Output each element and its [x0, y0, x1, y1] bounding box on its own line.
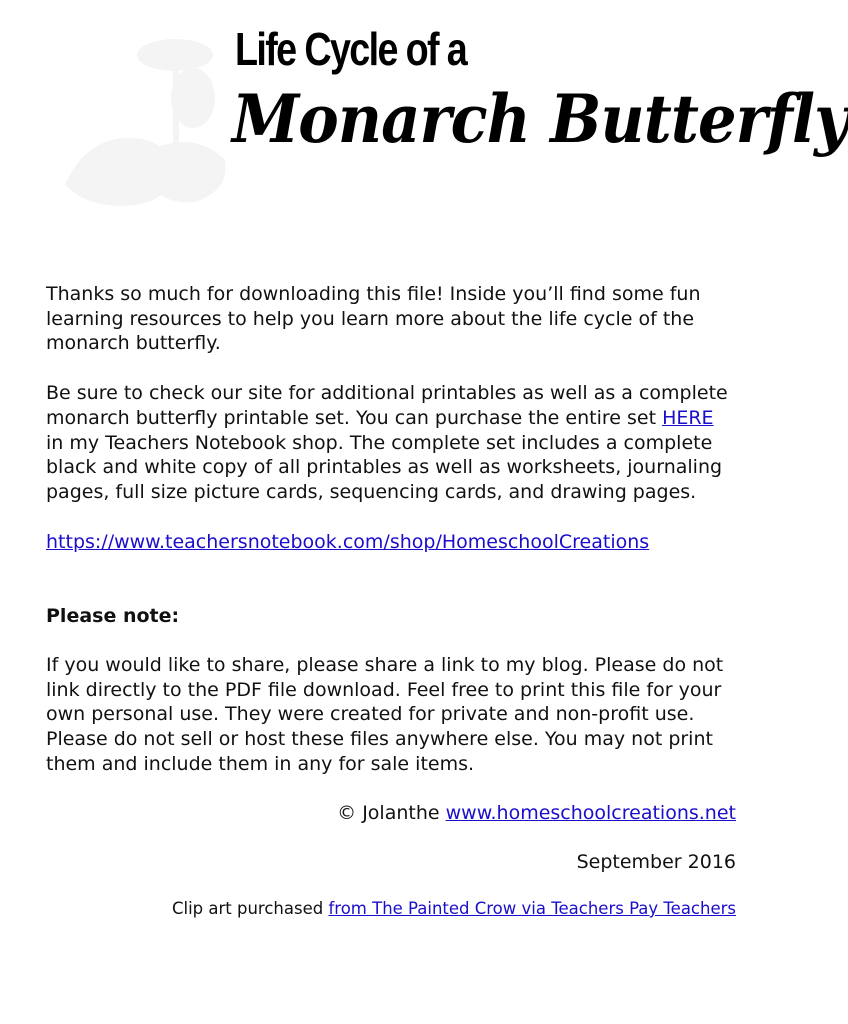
shop-url-link[interactable]: https://www.teachersnotebook.com/shop/HomeschoolCreations — [46, 530, 650, 553]
faded-butterfly-illustration-icon — [55, 20, 235, 220]
title-header — [0, 0, 848, 250]
purchase-text-start: Be sure to check our site for additional printables as well as a complete monarch butterfly printable set. You can purchase the entire set — [46, 382, 728, 429]
please-note-heading: Please note: — [46, 605, 180, 628]
signature-text: © Jolanthe — [337, 801, 446, 824]
purchase-text-end: in my Teachers Notebook shop. The complete set includes a complete black and white copy of all printables as well as worksheets, journaling pages, full size picture cards, sequencing cards, and drawing pages. — [46, 431, 723, 503]
shop-link-paragraph — [46, 530, 736, 555]
document-body — [46, 282, 736, 922]
blog-link[interactable]: www.homeschoolcreations.net — [445, 801, 736, 824]
date-line: September 2016 — [576, 851, 736, 874]
clip-art-source-link[interactable]: from The Painted Crow via Teachers Pay Teachers — [328, 898, 736, 918]
sharing-policy-paragraph: If you would like to share, please share a link to my blog. Please do not link directly to the PDF file download. Feel free to print this file for your own personal use. They were created for private and non-profit use. Please do not sell or host these files anywhere else. You may not print them and include them in any for sale items. — [46, 654, 724, 775]
intro-paragraph: Thanks so much for downloading this file! Inside you’ll find some fun learning resources to help you learn more about the life cycle of the monarch butterfly. — [46, 283, 701, 355]
clip-art-credit — [46, 897, 736, 922]
purchase-paragraph — [46, 381, 736, 505]
here-link[interactable]: HERE — [662, 406, 714, 429]
credit-text: Clip art purchased — [171, 898, 329, 918]
signature-line — [46, 801, 736, 826]
title-line-1: Life Cycle of a — [235, 23, 467, 75]
title-line-2: Monarch Butterfly — [232, 80, 848, 158]
